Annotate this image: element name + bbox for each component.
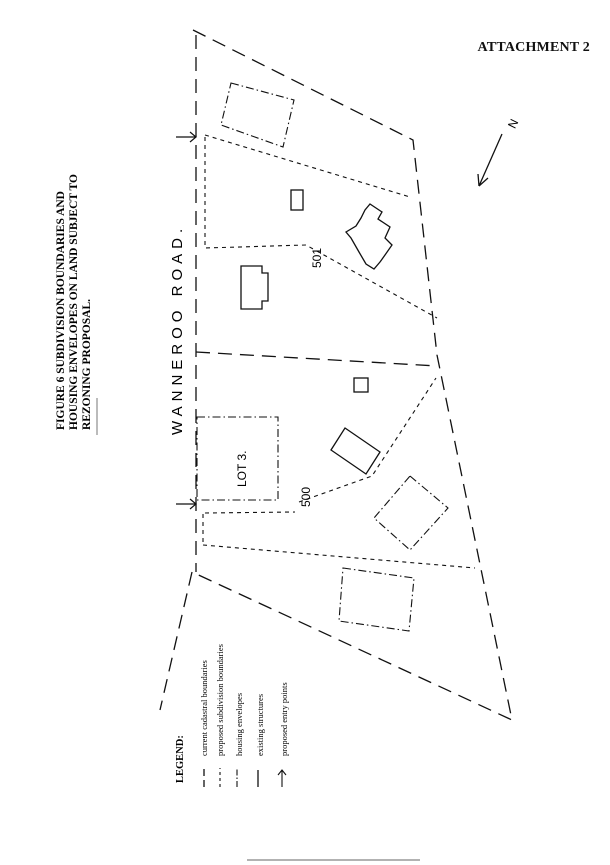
caption-line-3: REZONING PROPOSAL. <box>81 299 93 430</box>
north-arrow <box>478 117 521 186</box>
housing-envelope-2 <box>374 476 448 550</box>
lot-label: LOT 3. <box>235 450 249 487</box>
svg-text:proposed subdivision boundarie: proposed subdivision boundaries <box>215 644 225 756</box>
legend-item-entry <box>278 682 289 787</box>
structure-shed-2 <box>354 378 368 392</box>
proposed-subdivision-boundaries <box>203 135 475 568</box>
svg-text:proposed entry points: proposed entry points <box>279 682 289 756</box>
outer-boundary <box>192 30 512 720</box>
figure-caption <box>55 174 93 430</box>
subdivision-line-1 <box>205 135 410 197</box>
attachment-label: ATTACHMENT 2 <box>477 40 590 55</box>
lot-number-501: 501 <box>310 247 324 268</box>
entry-arrow-north <box>176 132 196 142</box>
housing-envelopes <box>197 83 448 631</box>
legend <box>175 644 289 787</box>
svg-text:current cadastral boundaries: current cadastral boundaries <box>199 660 209 756</box>
subdivision-line-2 <box>205 137 437 318</box>
housing-envelope-3 <box>339 568 414 631</box>
housing-envelope-1 <box>221 83 294 147</box>
legend-item-envelopes <box>234 693 244 787</box>
legend-item-structures <box>255 694 265 787</box>
north-arrow-shaft <box>479 134 502 186</box>
legend-item-subdivision <box>215 644 225 787</box>
subdivision-line-3 <box>299 378 436 502</box>
structure-house-1 <box>346 204 392 269</box>
entry-arrow-south <box>176 499 196 509</box>
subdivision-line-4 <box>205 512 295 513</box>
caption-line-1: FIGURE 6 SUBDIVISION BOUNDARIES AND <box>55 191 67 430</box>
caption-line-2: HOUSING ENVELOPES ON LAND SUBJECT TO <box>68 174 80 430</box>
legend-item-cadastral <box>199 660 209 787</box>
boundary-tail <box>160 572 192 710</box>
existing-structures <box>241 190 392 474</box>
subdivision-line-5 <box>203 545 475 568</box>
cadastral-boundaries <box>160 30 512 720</box>
structure-shed-1 <box>291 190 303 210</box>
structure-house-3 <box>331 428 380 474</box>
road-label: WANNEROO ROAD. <box>169 223 186 435</box>
svg-text:existing structures: existing structures <box>255 693 265 756</box>
lot-number-500: 500 <box>299 486 313 507</box>
structure-house-2 <box>241 266 268 309</box>
svg-text:housing envelopes: housing envelopes <box>234 692 244 756</box>
legend-title: LEGEND: <box>175 735 186 783</box>
north-label: N <box>504 116 522 131</box>
lot-division-boundary <box>196 352 437 366</box>
